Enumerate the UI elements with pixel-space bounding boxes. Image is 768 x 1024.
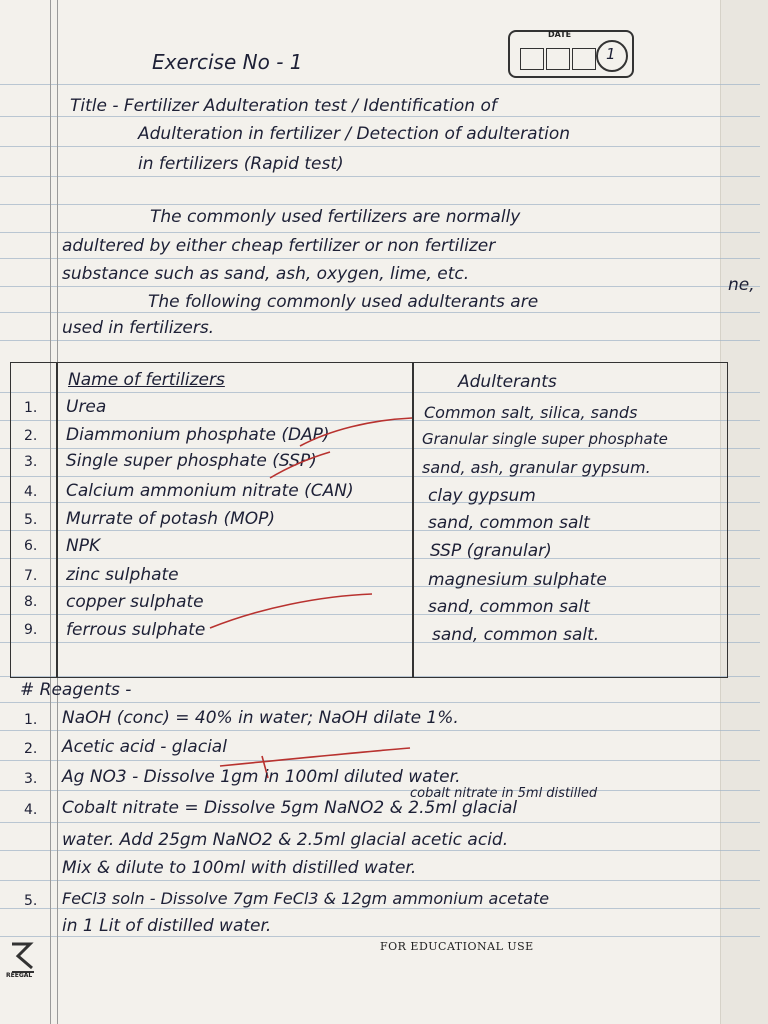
fertilizer-name: Diammonium phosphate (DAP) <box>66 425 330 445</box>
reagent-number: 1. <box>24 712 38 728</box>
ruled-line <box>0 880 760 881</box>
row-number: 7. <box>24 568 38 584</box>
intro-line: The commonly used fertilizers are normally <box>150 207 521 227</box>
row-number: 4. <box>24 484 38 500</box>
ruled-line <box>0 312 760 313</box>
row-number: 3. <box>24 454 38 470</box>
fertilizer-name: copper sulphate <box>66 592 204 612</box>
row-number: 5. <box>24 512 38 528</box>
fertilizer-name: zinc sulphate <box>66 565 179 585</box>
adulterant: Granular single super phosphate <box>422 430 668 448</box>
intro-line: substance such as sand, ash, oxygen, lime, etc. <box>62 264 470 284</box>
ruled-line <box>0 286 760 287</box>
reagent-number: 3. <box>24 771 38 787</box>
title-line: Adulteration in fertilizer / Detection of adulteration <box>138 124 571 144</box>
reagent-text: in 1 Lit of distilled water. <box>62 916 272 936</box>
intro-line: The following commonly used adulterants are <box>148 292 539 312</box>
ruled-line <box>0 702 760 703</box>
reagent-number: 5. <box>24 893 38 909</box>
reagent-text: water. Add 25gm NaNO2 & 2.5ml glacial acetic acid. <box>62 830 509 850</box>
adulterant: sand, common salt. <box>432 625 600 645</box>
ruled-line <box>0 340 760 341</box>
reagent-number: 4. <box>24 802 38 818</box>
fertilizer-name: NPK <box>66 536 101 556</box>
ruled-line <box>0 204 760 205</box>
date-label: DATE <box>548 30 572 39</box>
adulterant: SSP (granular) <box>430 541 552 561</box>
intro-line: used in fertilizers. <box>62 318 215 338</box>
page-number: 1 <box>606 45 616 63</box>
fertilizer-name: Urea <box>66 397 107 417</box>
row-number: 2. <box>24 428 38 444</box>
exercise-heading: Exercise No - 1 <box>152 50 303 74</box>
reagent-text: Cobalt nitrate = Dissolve 5gm NaNO2 & 2.5ml glacial <box>62 798 518 818</box>
ruled-line <box>0 850 760 851</box>
fertilizer-name: Calcium ammonium nitrate (CAN) <box>66 481 354 501</box>
row-number: 9. <box>24 622 38 638</box>
ruled-line <box>0 146 760 147</box>
footer-text: FOR EDUCATIONAL USE <box>380 940 534 953</box>
row-number: 6. <box>24 538 38 554</box>
ruled-line <box>0 84 760 85</box>
intro-line: adultered by either cheap fertilizer or non fertilizer <box>62 236 496 256</box>
fertilizer-name: Murrate of potash (MOP) <box>66 509 276 529</box>
reagent-text: NaOH (conc) = 40% in water; NaOH dilate 1%. <box>62 708 459 728</box>
date-cells <box>520 48 596 70</box>
date-cell <box>546 48 570 70</box>
margin-fragment: ne, <box>728 275 755 295</box>
adulterant: clay gypsum <box>428 486 536 506</box>
ruled-line <box>0 790 760 791</box>
reagent-number: 2. <box>24 741 38 757</box>
adulterant: magnesium sulphate <box>428 570 607 590</box>
red-check-mark <box>220 748 410 766</box>
reagent-text: Ag NO3 - Dissolve 1gm in 100ml diluted water. <box>62 767 461 787</box>
reagent-insertion: cobalt nitrate in 5ml distilled <box>410 786 598 801</box>
table-num-divider <box>56 362 58 678</box>
ruled-line <box>0 822 760 823</box>
reagent-text: FeCl3 soln - Dissolve 7gm FeCl3 & 12gm ammonium acetate <box>62 889 550 908</box>
ruled-line <box>0 176 760 177</box>
reagent-text: Acetic acid - glacial <box>62 737 227 757</box>
ruled-line <box>0 116 760 117</box>
reagent-text: Mix & dilute to 100ml with distilled water. <box>62 858 417 878</box>
title-line: in fertilizers (Rapid test) <box>138 154 344 174</box>
date-cell <box>520 48 544 70</box>
table-divider <box>412 362 414 678</box>
adulterant: sand, common salt <box>428 513 590 533</box>
title-line: Title - Fertilizer Adulteration test / Identification of <box>70 96 497 116</box>
ruled-line <box>0 936 760 937</box>
date-cell <box>572 48 596 70</box>
ruled-line <box>0 760 760 761</box>
ruled-line <box>0 258 760 259</box>
reagents-heading: # Reagents - <box>20 680 132 700</box>
ruled-line <box>0 232 760 233</box>
adulterant: Common salt, silica, sands <box>424 403 638 422</box>
adulterant: sand, ash, granular gypsum. <box>422 458 651 477</box>
date-box <box>508 30 634 78</box>
fertilizer-name: ferrous sulphate <box>66 620 206 640</box>
ruled-line <box>0 730 760 731</box>
table-header-adulterants: Adulterants <box>458 372 557 392</box>
row-number: 8. <box>24 594 38 610</box>
fertilizer-name: Single super phosphate (SSP) <box>66 451 317 471</box>
row-number: 1. <box>24 400 38 416</box>
ruled-line <box>0 908 760 909</box>
logo-text: REEGAL <box>6 972 33 979</box>
adulterant: sand, common salt <box>428 597 590 617</box>
table-header-fertilizer: Name of fertilizers <box>68 370 225 390</box>
